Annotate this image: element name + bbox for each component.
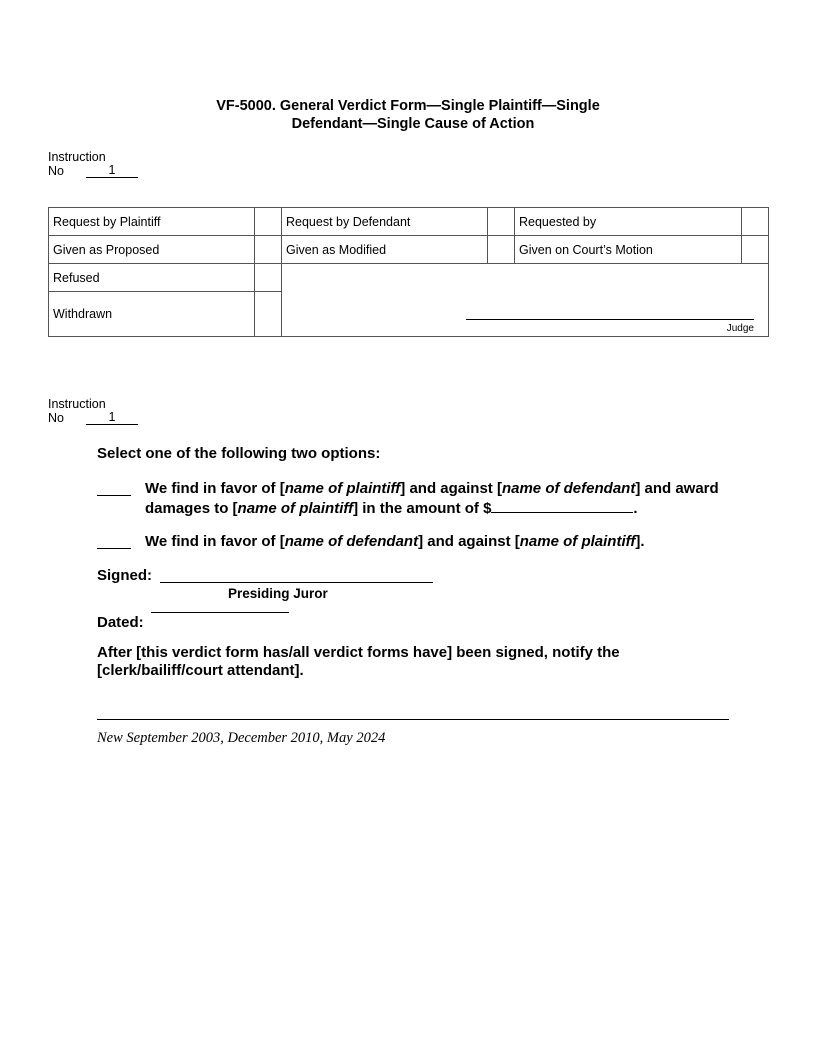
request-by-defendant-label: Request by Defendant — [282, 208, 488, 236]
dated-line[interactable] — [151, 612, 289, 613]
requested-by-label: Requested by — [515, 208, 742, 236]
request-by-plaintiff-checkbox[interactable] — [255, 208, 282, 236]
select-options-heading: Select one of the following two options: — [97, 445, 381, 462]
instruction-number: 1 — [86, 411, 138, 425]
revision-history: New September 2003, December 2010, May 2024 — [97, 730, 386, 746]
signed-label: Signed: — [97, 567, 152, 584]
after-signing-instructions: After [this verdict form has/all verdict forms have] been signed, notify the [clerk/bailiff/court attendant]. — [97, 644, 620, 679]
request-by-plaintiff-label: Request by Plaintiff — [49, 208, 255, 236]
instruction-block-top — [48, 150, 138, 178]
title-line-1: VF-5000. General Verdict Form—Single Plaintiff—Single — [216, 98, 600, 114]
option-defendant-text: We find in favor of [name of defendant] and against [name of plaintiff]. — [145, 533, 645, 550]
judge-signature-cell — [282, 264, 769, 337]
signed-line[interactable] — [160, 582, 433, 583]
form-title — [0, 97, 816, 133]
option-defendant — [97, 533, 737, 551]
request-by-defendant-checkbox[interactable] — [488, 208, 515, 236]
given-on-courts-motion-label: Given on Court’s Motion — [515, 236, 742, 264]
option-plaintiff — [97, 480, 737, 518]
judge-label: Judge — [726, 323, 754, 334]
requested-by-checkbox[interactable] — [742, 208, 769, 236]
given-as-modified-label: Given as Modified — [282, 236, 488, 264]
title-line-2: Defendant—Single Cause of Action — [291, 116, 535, 132]
judge-signature-line[interactable] — [466, 319, 754, 320]
option-plaintiff-text: We find in favor of [name of plaintiff] and against [name of defendant] and award damages to [name of plaintiff] in the amount of $ . — [145, 480, 719, 517]
damages-amount-line[interactable] — [491, 498, 633, 513]
refused-checkbox[interactable] — [255, 264, 282, 292]
withdrawn-checkbox[interactable] — [255, 292, 282, 337]
instruction-no-label: No — [48, 411, 64, 425]
option-defendant-blank[interactable] — [97, 533, 131, 549]
instruction-label: Instruction — [48, 150, 106, 164]
instruction-status-table — [48, 207, 769, 337]
instruction-number: 1 — [86, 164, 138, 178]
given-as-proposed-checkbox[interactable] — [255, 236, 282, 264]
instruction-block-bottom — [48, 397, 138, 425]
presiding-juror-label: Presiding Juror — [228, 586, 328, 601]
instruction-no-label: No — [48, 164, 64, 178]
given-on-courts-motion-checkbox[interactable] — [742, 236, 769, 264]
given-as-proposed-label: Given as Proposed — [49, 236, 255, 264]
dated-label: Dated: — [97, 614, 144, 631]
instruction-label: Instruction — [48, 397, 106, 411]
refused-label: Refused — [49, 264, 255, 292]
withdrawn-label: Withdrawn — [49, 292, 255, 337]
option-plaintiff-blank[interactable] — [97, 480, 131, 496]
divider-rule — [97, 719, 729, 720]
given-as-modified-checkbox[interactable] — [488, 236, 515, 264]
